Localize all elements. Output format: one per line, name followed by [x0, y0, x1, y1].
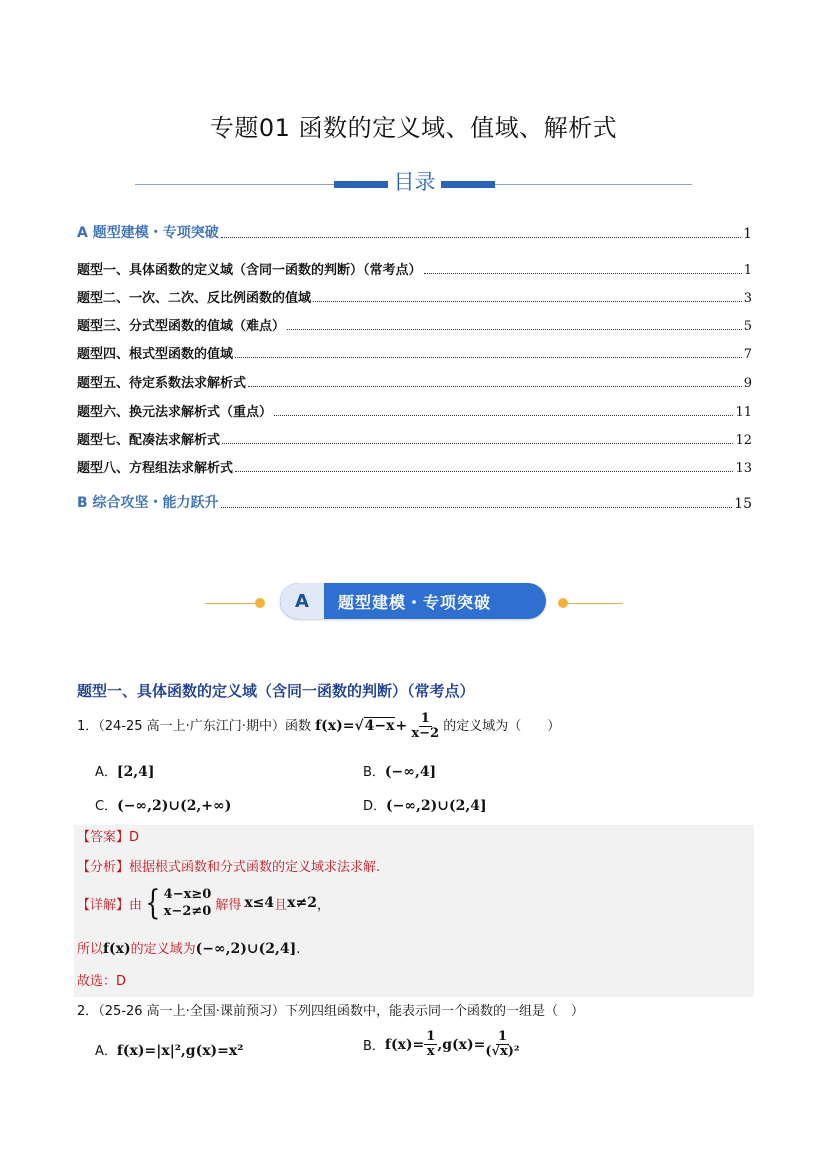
option-a[interactable]: A．[2,4]: [95, 764, 155, 780]
toc-heading-bar-right: [441, 181, 495, 188]
toc-entry[interactable]: [77, 400, 752, 420]
toc-heading-bar-left: [334, 181, 388, 188]
question-1-sqrt: 4−x: [364, 718, 395, 734]
toc-entry[interactable]: [77, 286, 752, 306]
question-2: 2．（25-26 高一上·全国·课前预习）下列四组函数中，能表示同一个函数的一组是（ ）: [77, 1004, 584, 1019]
option-d[interactable]: D．(−∞,2)∪(2,4]: [363, 798, 487, 814]
toc-entry-leader: [287, 329, 742, 330]
toc-entry-leader: [248, 386, 742, 387]
toc-entry-page: 15: [734, 496, 752, 512]
toc-entry[interactable]: [77, 258, 752, 278]
toc-heading: 目录: [388, 166, 441, 196]
analysis-line: 【分析】根据根式函数和分式函数的定义域求法求解.: [77, 860, 381, 875]
toc-entry[interactable]: [77, 371, 752, 391]
question-1-plus: +: [395, 718, 408, 734]
toc-entry-page: 1: [743, 263, 752, 278]
banner-letter: A: [280, 583, 324, 619]
toc-entry-label: 题型四、根式型函数的值域: [77, 347, 234, 362]
answer-value: D: [129, 830, 140, 845]
toc-entry-label: 题型三、分式型函数的值域（难点）: [77, 319, 286, 334]
option-b[interactable]: B．(−∞,4]: [363, 764, 437, 780]
toc-entry-label: 题型七、配凑法求解析式: [77, 433, 221, 448]
toc-entry-page: 12: [735, 433, 752, 448]
toc-entry[interactable]: [77, 456, 752, 476]
banner-line-left: [205, 603, 260, 604]
toc-entry-label: 题型六、换元法求解析式（重点）: [77, 405, 273, 420]
banner-dot-left: [255, 598, 265, 608]
toc-entry-page: 7: [743, 347, 752, 362]
choose-line: 故选：D: [77, 974, 127, 989]
toc-entry[interactable]: [77, 342, 752, 362]
toc-entry-page: 9: [743, 376, 752, 391]
question-1-fraction: $\frac{1}{x-2}$: [411, 711, 440, 741]
toc-entry-leader: [424, 273, 742, 274]
banner-dot-right: [558, 598, 568, 608]
section-banner: [280, 583, 546, 619]
toc-entry[interactable]: [77, 222, 752, 242]
question-1: 1．（24-25 高一上·广东江门·期中）函数 f(x)=√4−x+ $\frac{1}{x-2}$ 的定义域为（ ）: [77, 711, 561, 741]
inequality-system: 4−x≥0 x−2≠0: [163, 887, 212, 919]
q2-option-b[interactable]: B． f(x)= $\frac{1}{x}$ ,g(x)= $\frac{1}{\text{(√x)²}}$: [363, 1029, 520, 1059]
toc-entry-page: 3: [743, 291, 752, 306]
detail-line: 【详解】 由 { 4−x≥0 x−2≠0 解得 x≤4 且 x≠2 ，: [77, 883, 331, 923]
toc-entry-leader: [235, 357, 742, 358]
section-heading: 题型一、具体函数的定义域（含同一函数的判断）（常考点）: [77, 682, 475, 700]
toc-entry[interactable]: [77, 314, 752, 334]
banner-text: 题型建模・专项突破: [338, 592, 492, 612]
toc-entry-leader: [274, 415, 733, 416]
answer-line: 【答案】D: [77, 830, 140, 845]
toc-entry-label: 题型八、方程组法求解析式: [77, 461, 234, 476]
question-1-prefix: 1．（24-25 高一上·广东江门·期中）函数: [77, 719, 311, 734]
toc-entry-page: 1: [743, 226, 752, 242]
question-1-suffix: 的定义域为（ ）: [443, 719, 561, 734]
toc-entry-page: 5: [743, 319, 752, 334]
toc-entry-page: 13: [735, 461, 752, 476]
conclusion-line: 所以f(x)的定义域为(−∞,2)∪(2,4].: [77, 941, 301, 957]
question-1-func: f(x)=: [315, 718, 355, 734]
toc-entry-leader: [313, 301, 742, 302]
toc-entry-leader: [221, 237, 741, 238]
toc-entry-label: A 题型建模・专项突破: [77, 225, 219, 241]
toc-entry-leader: [235, 471, 733, 472]
toc-entry-label: 题型五、待定系数法求解析式: [77, 376, 247, 391]
q2-option-a[interactable]: A．f(x)=|x|²,g(x)=x²: [95, 1043, 244, 1059]
toc-entry-label: 题型一、具体函数的定义域（含同一函数的判断）（常考点）: [77, 263, 422, 278]
banner-line-right: [568, 603, 623, 604]
toc-entry[interactable]: [77, 428, 752, 448]
page-title: 专题01 函数的定义域、值域、解析式: [209, 114, 618, 142]
toc-entry[interactable]: [77, 492, 752, 512]
toc-entry-label: B 综合攻坚・能力跃升: [77, 495, 219, 511]
toc-entry-page: 11: [735, 405, 752, 420]
toc-entry-label: 题型二、一次、二次、反比例函数的值域: [77, 291, 312, 306]
toc-entry-leader: [221, 507, 733, 508]
option-c[interactable]: C．(−∞,2)∪(2,+∞): [95, 798, 232, 814]
toc-entry-leader: [222, 443, 733, 444]
